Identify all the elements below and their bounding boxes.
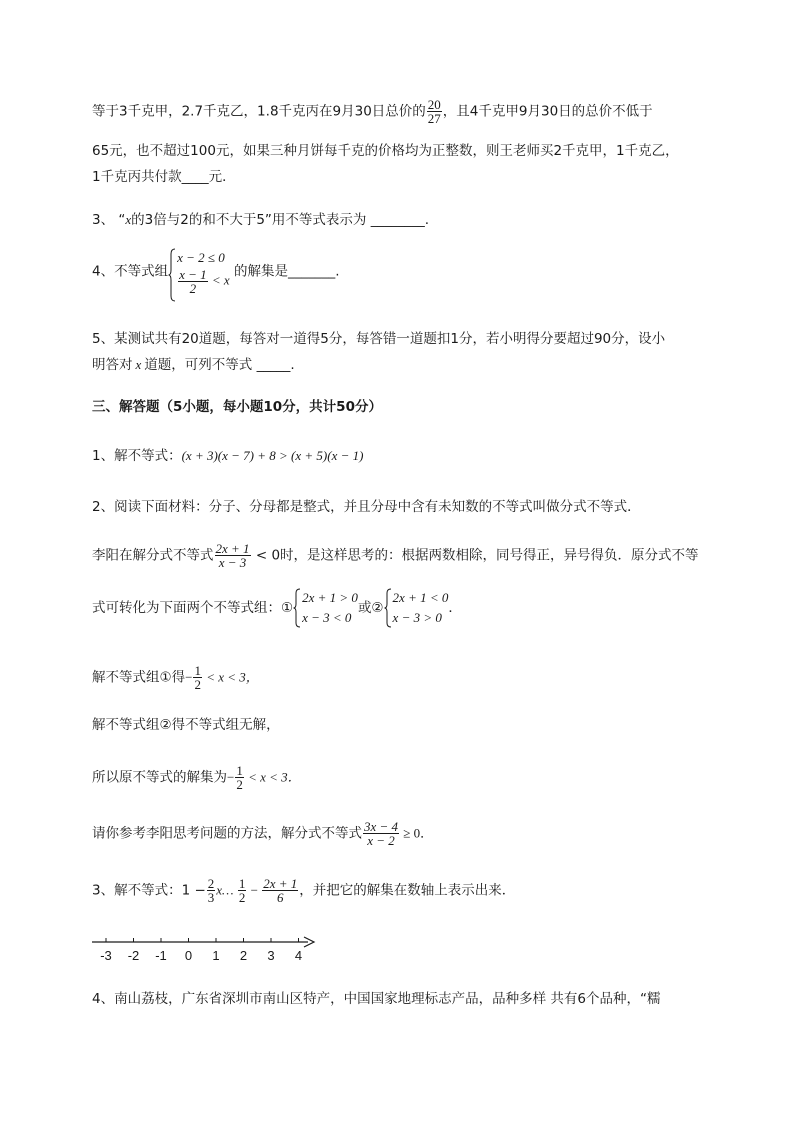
s2-or: 或② [357, 600, 384, 616]
solve-2-solution-1 [92, 664, 259, 691]
question-5-line2 [92, 356, 295, 374]
half-denominator: 2 [236, 777, 243, 792]
number-line-label: 1 [212, 948, 220, 963]
solve-2-line1: 2、阅读下面材料：分子、分母都是整式，并且分母中含有未知数的不等式叫做分式不等式． [92, 499, 641, 515]
s2-ask-tail: ≥ 0． [400, 825, 434, 841]
number-line-label: -1 [155, 948, 167, 963]
s3-mid: x… [216, 882, 237, 898]
s3-fraction-1 [207, 877, 216, 904]
problem-tail-text-b: ，且4千克甲9月30日的总价不低于 [442, 103, 653, 120]
question-3-fill [92, 211, 429, 229]
section-title: 三、解答题（5小题，每小题10分，共计50分） [92, 399, 382, 415]
s2-sol3-tail: < x < 3． [244, 769, 301, 785]
q3-text-a: 3、 “ [92, 212, 126, 228]
fraction-denominator: 27 [427, 111, 441, 126]
q5-text-a: 明答对 [92, 357, 133, 373]
solve-1 [92, 447, 363, 465]
s2-text-b: < 0时，是这样思考的：根据两数相除，同号得正，异号得负．原分式不等 [251, 547, 699, 564]
s2-sol3-text: 所以原不等式的解集为 [92, 769, 227, 786]
number-line-label: 0 [184, 948, 193, 963]
s2-fraction [215, 542, 251, 569]
q3-text-b: 的3倍与2的和不大于5”用不等式表示为 ________. [131, 212, 429, 228]
q4-fraction [178, 268, 208, 295]
left-brace-icon [384, 588, 392, 628]
number-line-label: 3 [267, 948, 275, 963]
s3-suffix: ，并把它的解集在数轴上表示出来． [299, 882, 516, 899]
q4-fraction-numerator: x − 1 [179, 267, 207, 282]
q4-prefix: 4、不等式组 [92, 263, 169, 280]
half-numerator: 1 [194, 663, 201, 678]
problem-tail-line2: 65元，也不超过100元，如果三种月饼每千克的价格均为正整数，则王老师买2千克甲，1千克乙， [92, 143, 679, 159]
number-line-label: -3 [100, 948, 112, 963]
s3-fraction-3 [262, 877, 298, 904]
q5-text-b: 道题，可列不等式 _____. [144, 357, 295, 373]
half-numerator: 1 [236, 763, 243, 778]
s2-ask-text: 请你参考李阳思考问题的方法，解分式不等式 [92, 825, 362, 842]
s2-text-a: 李阳在解分式不等式 [92, 547, 214, 564]
s3-prefix: 3、解不等式：1 − [92, 882, 206, 899]
solve-2-line2 [92, 542, 699, 569]
s3-f3-num: 2x + 1 [263, 876, 298, 891]
s3-f1-den: 3 [207, 890, 215, 905]
s2-ask-denominator: x − 2 [367, 833, 395, 848]
s2-fraction-denominator: x − 3 [218, 555, 247, 570]
solve-2-line3 [92, 588, 462, 628]
s2-system-b-row-1: 2x + 1 < 0 [392, 590, 449, 605]
fraction-numerator: 20 [427, 97, 441, 112]
s2-system-b [384, 588, 449, 628]
s2-sol1-text: 解不等式组①得 [92, 669, 186, 686]
s2-ask-numerator: 3x − 4 [364, 819, 399, 834]
q4-fraction-denominator: 2 [189, 281, 197, 296]
q4-inequality-system [168, 248, 230, 295]
left-brace-icon [168, 248, 176, 302]
problem-tail-line3: 1千克丙共付款____元． [92, 169, 236, 185]
number-line-label: 2 [239, 948, 248, 963]
s3-f2-num: 1 [238, 876, 246, 891]
q4-suffix: 的解集是_______. [229, 263, 340, 280]
s3-f2-den: 2 [238, 890, 246, 905]
q4-row-1: x − 2 ≤ 0 [177, 250, 225, 265]
s2-sol1-tail: < x < 3， [202, 669, 259, 685]
s2-sol1-minus: − [185, 669, 193, 685]
solve-2-solution-3 [92, 764, 301, 791]
s3-f3-den: 6 [276, 890, 284, 905]
s2-fraction-numerator: 2x + 1 [215, 541, 250, 556]
left-brace-icon [293, 588, 301, 628]
s2-ask-fraction [363, 820, 399, 847]
s2-system-a [293, 588, 358, 628]
s2-system-a-row-2: x − 3 < 0 [302, 610, 352, 625]
number-line-label: -2 [127, 948, 140, 963]
question-4-fill [92, 248, 340, 295]
s3-fraction-2 [238, 877, 247, 904]
s2-sol3-minus: − [227, 769, 235, 785]
q5-variable: x [135, 357, 142, 372]
problem-tail-line1 [92, 98, 653, 125]
half-denominator: 2 [194, 677, 201, 692]
question-5-line1: 5、某测试共有20道题，每答对一道得5分，每答错一道题扣1分，若小明得分要超过90分，设小 [92, 331, 666, 347]
solve-2-solution-2: 解不等式组②得不等式组无解， [92, 717, 280, 733]
q4-row-2-tail: < x [208, 272, 230, 288]
solve-2-ask [92, 820, 433, 847]
s3-f1-num: 2 [207, 876, 215, 891]
solve-3 [92, 877, 515, 904]
problem-tail-text-a: 等于3千克甲，2.7千克乙，1.8千克丙在9月30日总价的 [92, 103, 426, 120]
s1-expression: (x + 3)(x − 7) + 8 > (x + 5)(x − 1) [181, 448, 364, 463]
q3-variable: x [125, 212, 132, 227]
s2-sol3-fraction [235, 764, 244, 791]
number-line [90, 932, 330, 966]
s2-sol1-fraction [193, 664, 202, 691]
fraction-20-27 [427, 98, 442, 125]
solve-4-line1: 4、南山荔枝，广东省深圳市南山区特产，中国国家地理标志产品，品种多样 共有6个品种，“糯 [92, 991, 661, 1007]
s3-minus: − [247, 882, 262, 898]
number-line-label: 4 [294, 948, 303, 963]
q4-row-2 [177, 268, 230, 295]
s2-line3-text: 式可转化为下面两个不等式组：① [92, 600, 294, 616]
s2-line3-end: ． [448, 600, 462, 616]
s2-system-a-row-1: 2x + 1 > 0 [302, 590, 358, 605]
s1-prefix: 1、解不等式： [92, 448, 182, 464]
s2-system-b-row-2: x − 3 > 0 [392, 610, 442, 625]
